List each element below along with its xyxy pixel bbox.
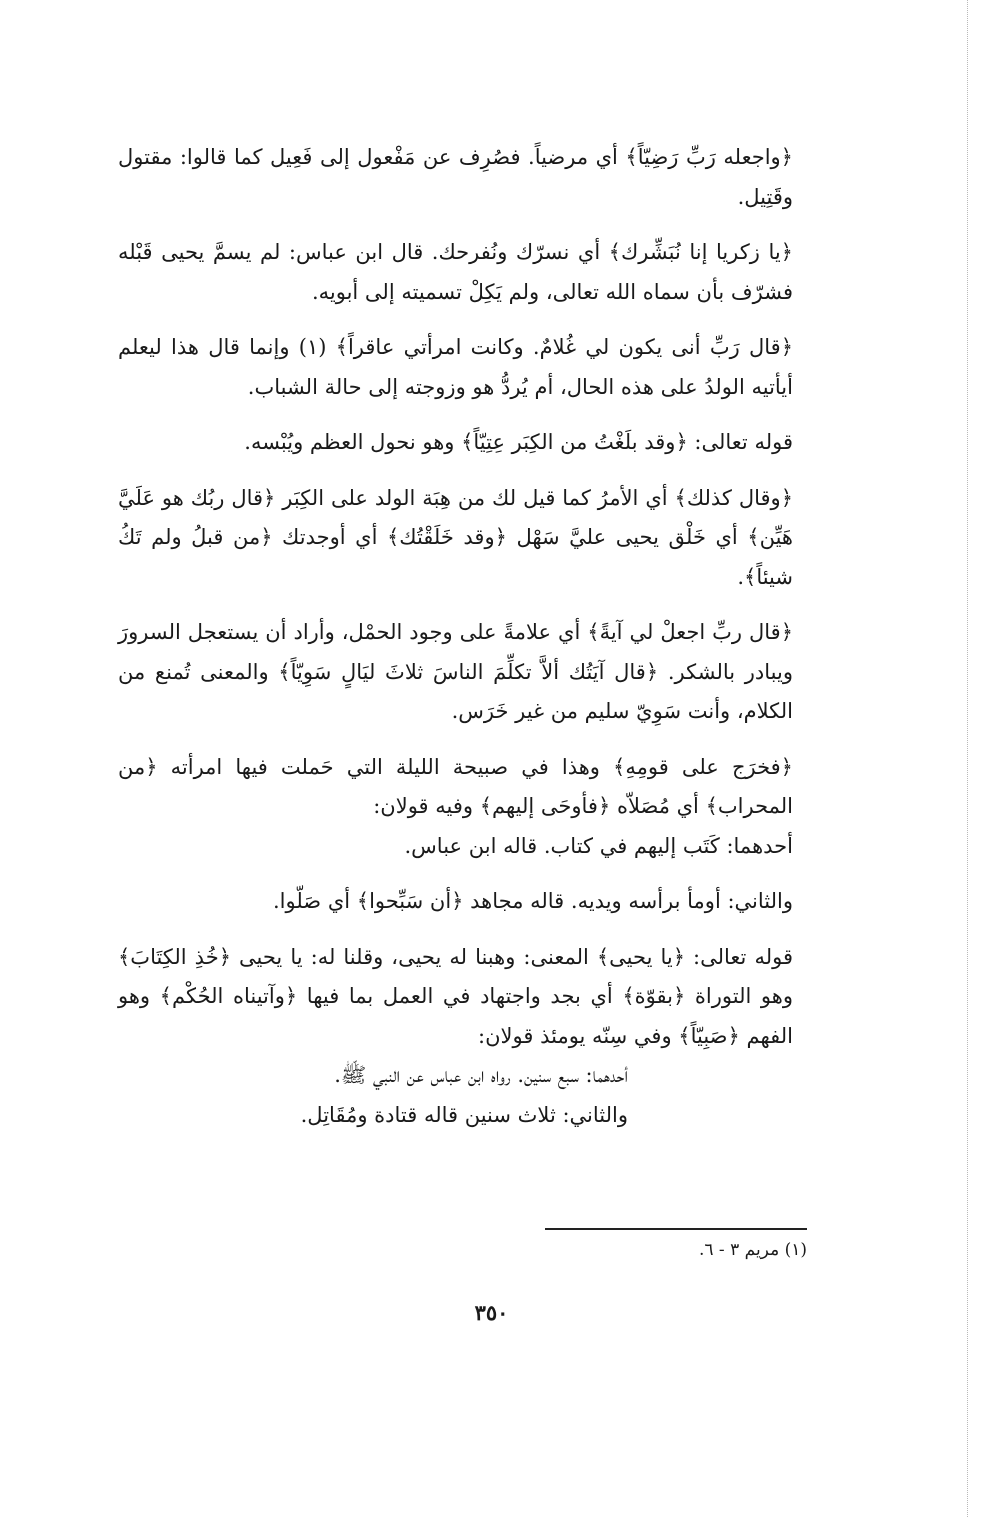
paragraph-5: ﴿وقال كذلك﴾ أي الأمرُ كما قيل لك من هِبَة الولد على الكِبَر ﴿قال ربُك هو عَلَيَّ هَيِّن﴾ أي خَلْق يحيى عليَّ سَهْل ﴿وقد خَلَقْتُك﴾ أي أوجدتك ﴿من قبلُ ولم تَكُ شيئاً﴾. <box>118 485 793 589</box>
paragraph-10: قوله تعالى: ﴿يا يحيى﴾ المعنى: وهبنا له يحيى، وقلنا له: يا يحيى ﴿خُذِ الكِتَابَ﴾ وهو التوراة ﴿بقوّة﴾ أي بجد واجتهاد في العمل بما فيها ﴿وآتيناه الحُكْم﴾ وهو الفهم ﴿صَبِيّاً﴾ وفي سِنّه يومئذ قولان: <box>118 944 793 1048</box>
paragraph-6: ﴿قال ربِّ اجعلْ لي آيةً﴾ أي علامةً على وجود الحمْل، وأراد أن يستعجل السرورَ ويبادر بالشكر. ﴿قال آيَتُك ألاَّ تكلِّمَ الناسَ ثلاثَ ليَالٍ سَوِيّاً﴾ والمعنى تُمنع من الكلام، وأنت سَوِيّ سليم من غير خَرَس. <box>118 620 793 723</box>
page-body <box>118 138 818 1135</box>
paragraph-12: والثاني: ثلاث سنين قاله قتادة ومُقَاتِل. <box>300 1102 628 1127</box>
paragraph-7: ﴿فخرَج على قومِهِ﴾ وهذا في صبيحة الليلة التي حَملت فيها امرأته ﴿من المحراب﴾ أي مُصَلاّه ﴿فأوحَى إليهم﴾ وفيه قولان: <box>118 754 793 818</box>
paragraph-2: ﴿يا زكريا إنا نُبَشِّرك﴾ أي نسرّك ونُفرحك. قال ابن عباس: لم يسمَّ يحيى قَبْله فشرّف بأن سماه الله تعالى، ولم يَكِلْ تسميته إلى أبويه. <box>118 240 793 304</box>
footnote: (١) مريم ٣ - ٦. <box>698 1240 807 1260</box>
paragraph-3: ﴿قال رَبِّ أنى يكون لي غُلامٌ. وكانت امرأتي عاقراً﴾ (١) وإنما قال هذا ليعلم أيأتيه الولدُ على هذه الحال، أم يُردُّ هو وزوجته إلى حالة الشباب. <box>118 335 793 399</box>
paragraph-1: ﴿واجعله رَبِّ رَضِيّاً﴾ أي مرضياً. فصُرِف عن مَفْعول إلى فَعِيل كما قالوا: مقتول وقَتِيل. <box>118 145 793 209</box>
paragraph-9: والثاني: أومأ برأسه ويديه. قاله مجاهد ﴿أن سَبِّحوا﴾ أي صَلّوا. <box>273 889 793 913</box>
paragraph-11: أحدهما: سبع سنين. رواه ابن عباس عن النبي ﷺ. <box>334 1063 628 1087</box>
paragraph-4: قوله تعالى: ﴿وقد بلَغْتُ من الكِبَر عِتِيّاً﴾ وهو نحول العظم ويُبْسه. <box>244 430 793 454</box>
page-number: ٣٥٠ <box>474 1300 509 1325</box>
page-edge-line <box>967 0 968 1517</box>
footnote-separator <box>545 1228 807 1230</box>
paragraph-8: أحدهما: كَتَب إليهم في كتاب. قاله ابن عباس. <box>404 833 793 858</box>
